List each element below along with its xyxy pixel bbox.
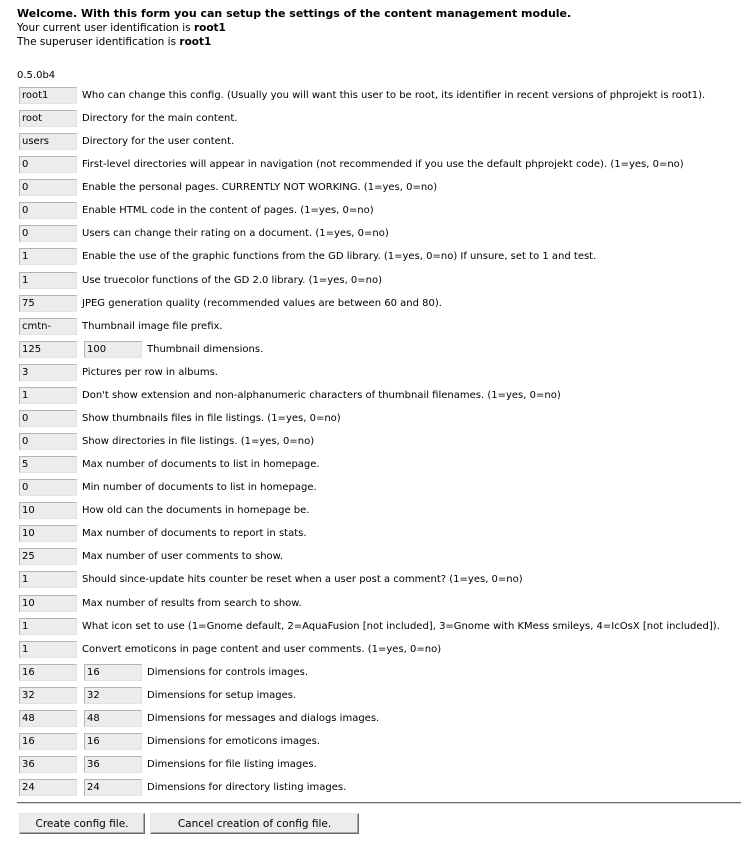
form-divider bbox=[17, 802, 741, 804]
setting-value-input[interactable] bbox=[19, 733, 77, 750]
setting-value-input[interactable] bbox=[19, 318, 77, 335]
setting-second-value-input[interactable] bbox=[84, 756, 142, 773]
welcome-heading: Welcome. With this form you can setup the settings of the content management module. bbox=[17, 7, 572, 20]
setting-value-input[interactable] bbox=[19, 202, 77, 219]
setting-description: How old can the documents in homepage be. bbox=[82, 505, 310, 516]
setting-row bbox=[19, 318, 739, 336]
setting-value-input[interactable] bbox=[19, 479, 77, 496]
setting-value-input[interactable] bbox=[19, 779, 77, 796]
setting-value-input[interactable] bbox=[19, 595, 77, 612]
setting-value-input[interactable] bbox=[19, 687, 77, 704]
setting-row bbox=[19, 733, 739, 751]
setting-second-value-input[interactable] bbox=[84, 710, 142, 727]
setting-description: Should since-update hits counter be reset when a user post a comment? (1=yes, 0=no) bbox=[82, 574, 523, 585]
setting-value-input[interactable] bbox=[19, 341, 77, 358]
setting-description: Don't show extension and non-alphanumeric characters of thumbnail filenames. (1=yes, 0=no) bbox=[82, 390, 561, 401]
superuser-id: root1 bbox=[179, 36, 212, 48]
setting-row bbox=[19, 571, 739, 589]
setting-value-input[interactable] bbox=[19, 756, 77, 773]
setting-description: First-level directories will appear in navigation (not recommended if you use the default phprojekt code). (1=yes, 0=no) bbox=[82, 159, 684, 170]
setting-value-input[interactable] bbox=[19, 133, 77, 150]
setting-value-input[interactable] bbox=[19, 248, 77, 265]
current-user-line bbox=[17, 21, 737, 35]
superuser-line bbox=[17, 35, 737, 49]
setting-description: Show directories in file listings. (1=yes, 0=no) bbox=[82, 436, 315, 447]
cancel-config-button[interactable]: Cancel creation of config file. bbox=[150, 813, 359, 834]
setting-row bbox=[19, 664, 739, 682]
setting-value-input[interactable] bbox=[19, 110, 77, 127]
setting-row bbox=[19, 525, 739, 543]
setting-second-value-input[interactable] bbox=[84, 687, 142, 704]
setting-row bbox=[19, 710, 739, 728]
setting-row bbox=[19, 779, 739, 797]
setting-second-value-input[interactable] bbox=[84, 664, 142, 681]
setting-row bbox=[19, 133, 739, 151]
setting-value-input[interactable] bbox=[19, 456, 77, 473]
setting-value-input[interactable] bbox=[19, 548, 77, 565]
setting-row bbox=[19, 202, 739, 220]
setting-description: Enable HTML code in the content of pages. (1=yes, 0=no) bbox=[82, 205, 374, 216]
setting-row bbox=[19, 687, 739, 705]
current-user-prefix: Your current user identification is bbox=[17, 22, 194, 34]
setting-row bbox=[19, 479, 739, 497]
setting-description: Dimensions for controls images. bbox=[147, 667, 309, 678]
setting-value-input[interactable] bbox=[19, 87, 77, 104]
setting-description: Enable the use of the graphic functions from the GD library. (1=yes, 0=no) If unsure, set to 1 and test. bbox=[82, 251, 597, 262]
setting-value-input[interactable] bbox=[19, 272, 77, 289]
setting-description: Dimensions for setup images. bbox=[147, 690, 297, 701]
setting-value-input[interactable] bbox=[19, 641, 77, 658]
setting-description: Thumbnail dimensions. bbox=[147, 344, 264, 355]
setting-row bbox=[19, 548, 739, 566]
superuser-prefix: The superuser identification is bbox=[17, 36, 180, 48]
setting-row bbox=[19, 433, 739, 451]
setting-description: Convert emoticons in page content and user comments. (1=yes, 0=no) bbox=[82, 644, 442, 655]
setting-value-input[interactable] bbox=[19, 387, 77, 404]
setting-description: Directory for the main content. bbox=[82, 113, 238, 124]
setting-value-input[interactable] bbox=[19, 525, 77, 542]
setting-row bbox=[19, 225, 739, 243]
setting-description: Enable the personal pages. CURRENTLY NOT WORKING. (1=yes, 0=no) bbox=[82, 182, 438, 193]
setting-value-input[interactable] bbox=[19, 710, 77, 727]
create-config-button[interactable]: Create config file. bbox=[19, 813, 145, 834]
setting-description: Max number of documents to report in stats. bbox=[82, 528, 307, 539]
setting-value-input[interactable] bbox=[19, 410, 77, 427]
setting-value-input[interactable] bbox=[19, 156, 77, 173]
setting-description: Users can change their rating on a document. (1=yes, 0=no) bbox=[82, 228, 389, 239]
setting-row bbox=[19, 341, 739, 359]
setting-value-input[interactable] bbox=[19, 664, 77, 681]
setting-description: Min number of documents to list in homepage. bbox=[82, 482, 317, 493]
setting-row bbox=[19, 272, 739, 290]
current-user-id: root1 bbox=[193, 22, 226, 34]
setting-row bbox=[19, 87, 739, 105]
setting-value-input[interactable] bbox=[19, 295, 77, 312]
setting-description: Directory for the user content. bbox=[82, 136, 235, 147]
setting-description: Show thumbnails files in file listings. (1=yes, 0=no) bbox=[82, 413, 341, 424]
setting-row bbox=[19, 410, 739, 428]
setting-description: Thumbnail image file prefix. bbox=[82, 321, 223, 332]
setting-second-value-input[interactable] bbox=[84, 733, 142, 750]
setting-second-value-input[interactable] bbox=[84, 341, 142, 358]
setting-row bbox=[19, 295, 739, 313]
setting-second-value-input[interactable] bbox=[84, 779, 142, 796]
setting-value-input[interactable] bbox=[19, 571, 77, 588]
setting-value-input[interactable] bbox=[19, 225, 77, 242]
setting-description: Who can change this config. (Usually you will want this user to be root, its identifier in recent versions of phprojekt is root1). bbox=[82, 90, 706, 101]
setting-row bbox=[19, 156, 739, 174]
setting-row bbox=[19, 364, 739, 382]
setting-row bbox=[19, 595, 739, 613]
setting-description: Dimensions for file listing images. bbox=[147, 759, 317, 770]
setting-row bbox=[19, 618, 739, 636]
setting-description: Max number of documents to list in homepage. bbox=[82, 459, 320, 470]
setting-value-input[interactable] bbox=[19, 179, 77, 196]
setting-description: Use truecolor functions of the GD 2.0 library. (1=yes, 0=no) bbox=[82, 275, 383, 286]
setting-value-input[interactable] bbox=[19, 502, 77, 519]
setting-description: Pictures per row in albums. bbox=[82, 367, 218, 378]
setting-description: Max number of user comments to show. bbox=[82, 551, 284, 562]
setting-row bbox=[19, 456, 739, 474]
setting-description: Dimensions for messages and dialogs images. bbox=[147, 713, 380, 724]
setting-row bbox=[19, 756, 739, 774]
version-label: 0.5.0b4 bbox=[17, 70, 56, 81]
setting-value-input[interactable] bbox=[19, 364, 77, 381]
setting-row bbox=[19, 641, 739, 659]
setting-row bbox=[19, 502, 739, 520]
setting-row bbox=[19, 179, 739, 197]
setting-description: JPEG generation quality (recommended values are between 60 and 80). bbox=[82, 298, 442, 309]
setting-row bbox=[19, 110, 739, 128]
setting-description: Max number of results from search to show. bbox=[82, 598, 302, 609]
setting-description: Dimensions for directory listing images. bbox=[147, 782, 347, 793]
setting-value-input[interactable] bbox=[19, 618, 77, 635]
setting-value-input[interactable] bbox=[19, 433, 77, 450]
setting-row bbox=[19, 387, 739, 405]
intro-header bbox=[17, 7, 737, 49]
setting-description: What icon set to use (1=Gnome default, 2=AquaFusion [not included], 3=Gnome with KMess smileys, 4=IcOsX [not included]). bbox=[82, 621, 720, 632]
setting-description: Dimensions for emoticons images. bbox=[147, 736, 321, 747]
setting-row bbox=[19, 248, 739, 266]
